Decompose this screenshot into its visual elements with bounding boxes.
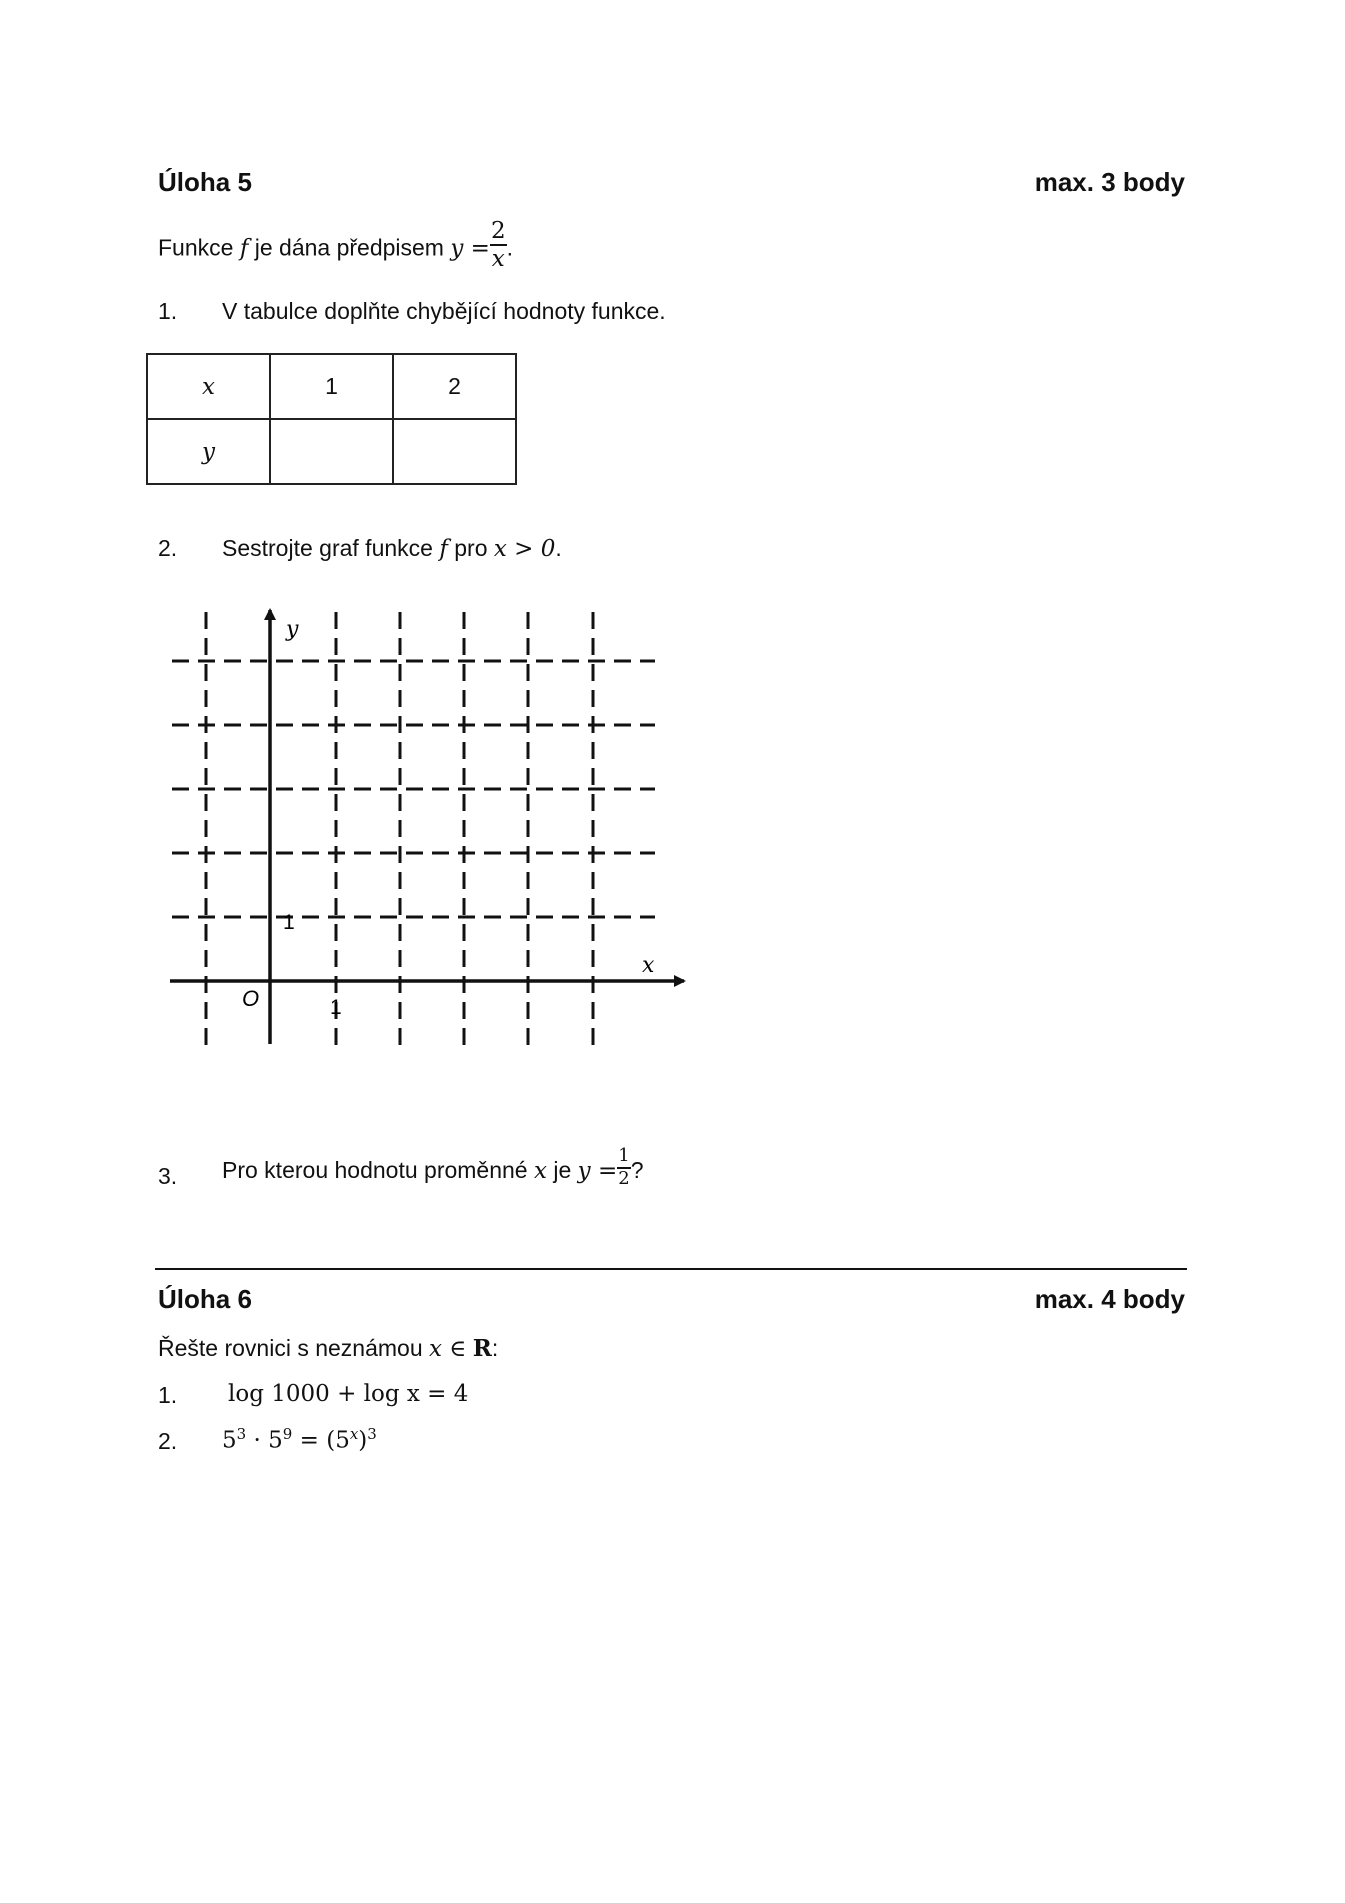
intro-text-2: je dána předpisem [254, 234, 444, 261]
q2-base-1: 5 [222, 1427, 237, 1454]
q2-exp-1: 3 [236, 1425, 247, 1443]
q2-rhs-exp: 3 [367, 1425, 377, 1443]
table-row-y [147, 419, 516, 484]
task5-intro [158, 218, 513, 277]
intro-f: f [239, 235, 249, 262]
q1-text: V tabulce doplňte chybějící hodnoty funkce. [222, 298, 666, 324]
q2-end: . [555, 535, 562, 561]
task5-title: Úloha 5 [158, 167, 252, 197]
q3-y: y = [577, 1157, 618, 1184]
q2-rhs-exp-x: x [349, 1425, 359, 1443]
graph-grid[interactable] [160, 598, 700, 1058]
q3-end: ? [630, 1156, 644, 1183]
table-header-y: y [147, 419, 270, 484]
q2-rhs-close: ) [358, 1427, 368, 1454]
table-x-value: 2 [393, 354, 516, 419]
intro-fraction-num: 2 [490, 218, 507, 246]
intro-end: . [506, 234, 513, 261]
q2-text [222, 535, 562, 562]
task6-q2-equation [222, 1425, 377, 1454]
table-y-cell-empty[interactable] [393, 419, 516, 484]
x-axis-label: x [642, 953, 655, 978]
y-tick-label: 1 [283, 911, 295, 934]
q2-f: f [439, 536, 448, 562]
q2-equals: = [299, 1427, 319, 1454]
q2-dot: · [253, 1427, 261, 1454]
table-x-value: 1 [270, 354, 393, 419]
table-row-x [147, 354, 516, 419]
section-divider [155, 1268, 1187, 1270]
task6-q1-number: 1. [158, 1382, 178, 1408]
y-axis-label: y [286, 617, 299, 642]
task6-intro [158, 1335, 498, 1362]
q1-number: 1. [158, 298, 178, 324]
table-y-cell-empty[interactable] [270, 419, 393, 484]
q2-number: 2. [158, 535, 178, 561]
q3-je: je [553, 1156, 572, 1183]
values-table [146, 353, 517, 485]
task6-q1-equation: log 1000 + log x = 4 [228, 1381, 469, 1407]
task6-q2-number: 2. [158, 1428, 178, 1454]
task6-intro-text: Řešte rovnici s neznámou [158, 1335, 423, 1361]
task6-intro-end: : [491, 1335, 499, 1361]
q2-exp-2: 9 [282, 1425, 293, 1443]
q3-fraction [617, 1146, 630, 1189]
table-header-x: x [147, 354, 270, 419]
x-tick-label: 1 [330, 996, 342, 1019]
q3-text-1: Pro kterou hodnotu proměnné [222, 1156, 528, 1183]
q2-base-2: 5 [268, 1427, 283, 1454]
q3-fraction-den: 2 [618, 1167, 630, 1189]
task6-intro-set: R [472, 1335, 492, 1362]
task6-intro-var: x ∈ [429, 1336, 467, 1362]
task6-title: Úloha 6 [158, 1284, 252, 1314]
q3-number: 3. [158, 1163, 178, 1189]
q3-fraction-num: 1 [617, 1146, 630, 1169]
q3-text [222, 1145, 644, 1193]
q3-x: x [533, 1157, 547, 1184]
q2-condition: x > 0 [493, 536, 556, 562]
intro-fraction-den: x [491, 246, 505, 273]
intro-text-1: Funkce [158, 234, 234, 261]
q2-rhs-open: (5 [326, 1427, 350, 1454]
task5-points: max. 3 body [1034, 167, 1185, 197]
q2-pro: pro [454, 535, 488, 561]
origin-label: O [242, 986, 260, 1011]
intro-fraction [490, 218, 507, 273]
task6-points: max. 4 body [1034, 1284, 1185, 1314]
intro-y: y = [450, 235, 490, 262]
q2-text-1: Sestrojte graf funkce [222, 535, 433, 561]
